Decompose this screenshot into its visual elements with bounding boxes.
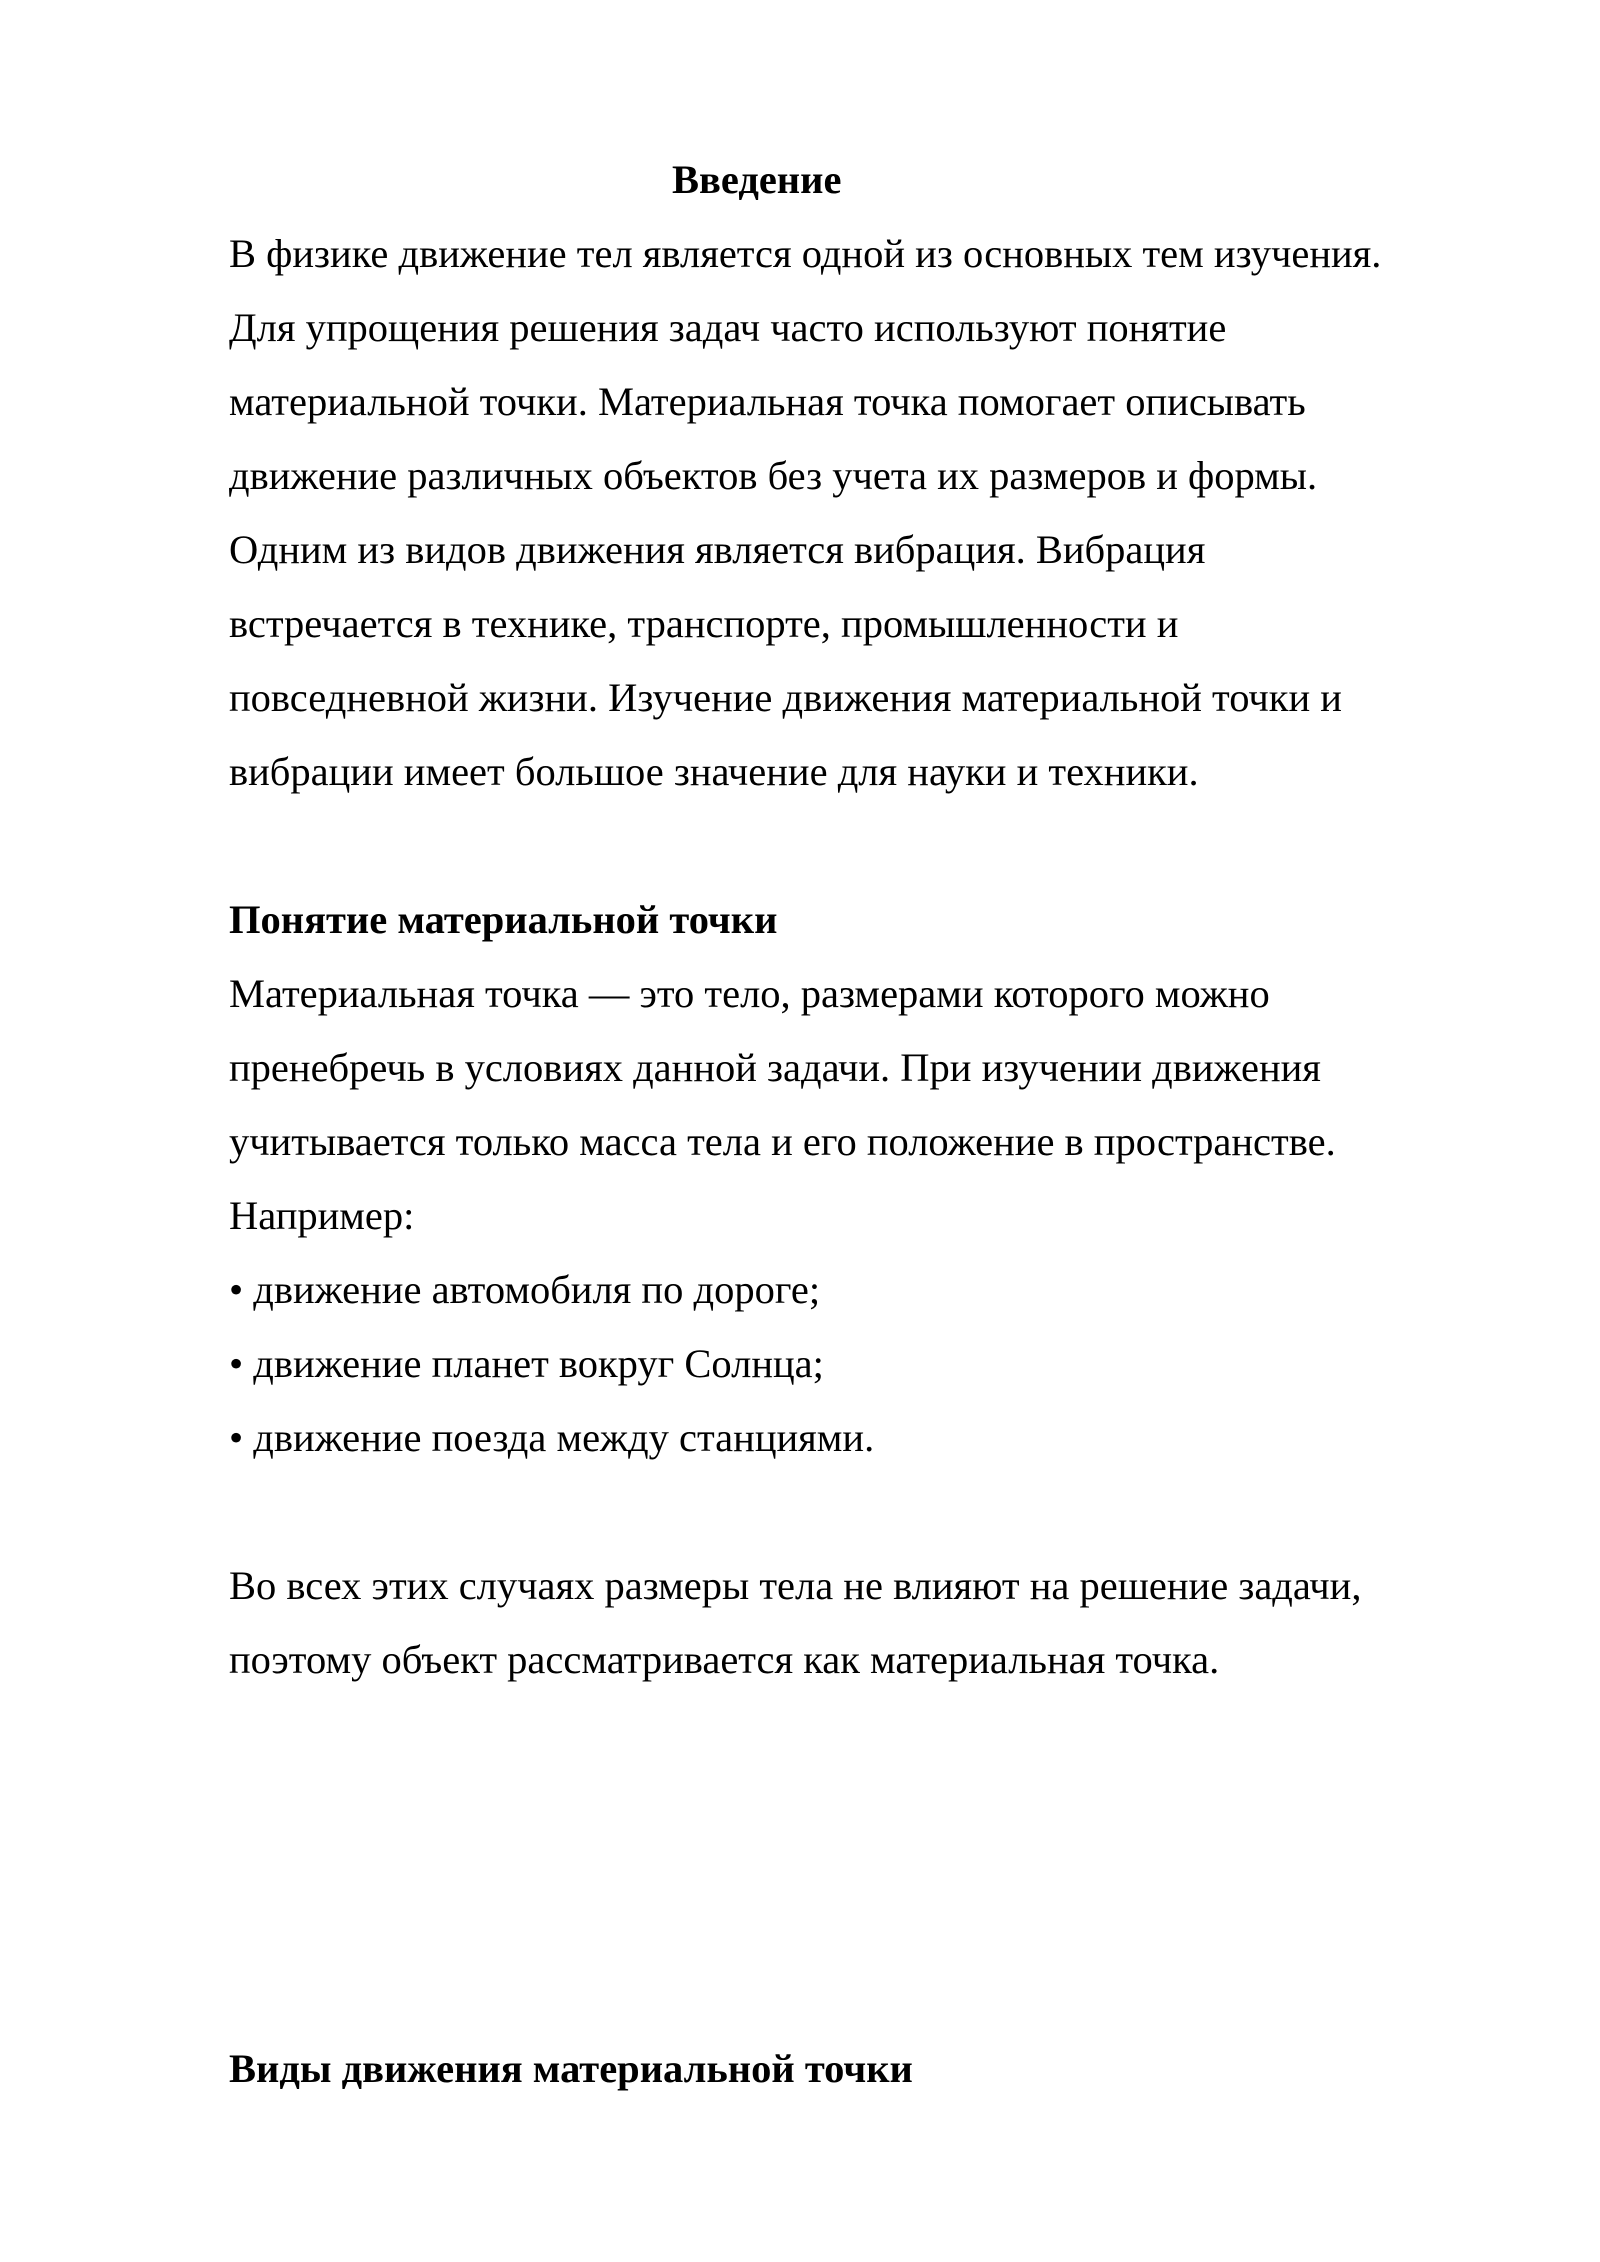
intro-line: движение различных объектов без учета их размеров и формы. <box>229 453 1318 498</box>
intro-line: В физике движение тел является одной из основных тем изучения. <box>229 231 1382 276</box>
concept-line: учитывается только масса тела и его положение в пространстве. <box>229 1119 1336 1164</box>
conclusion-line: поэтому объект рассматривается как материальная точка. <box>229 1637 1220 1682</box>
intro-line: встречается в технике, транспорте, промышленности и <box>229 601 1179 646</box>
intro-line: повседневной жизни. Изучение движения материальной точки и <box>229 675 1342 720</box>
concept-line: Материальная точка — это тело, размерами которого можно <box>229 971 1270 1016</box>
concept-heading: Понятие материальной точки <box>229 897 778 942</box>
conclusion-line: Во всех этих случаях размеры тела не влияют на решение задачи, <box>229 1563 1362 1608</box>
intro-title: Введение <box>672 157 842 202</box>
intro-line: Одним из видов движения является вибрация. Вибрация <box>229 527 1206 572</box>
bullet-item: • движение поезда между станциями. <box>229 1415 875 1460</box>
intro-line: Для упрощения решения задач часто используют понятие <box>229 305 1227 350</box>
concept-line: пренебречь в условиях данной задачи. При изучении движения <box>229 1045 1321 1090</box>
bullet-item: • движение планет вокруг Солнца; <box>229 1341 824 1386</box>
intro-line: вибрации имеет большое значение для науки и техники. <box>229 749 1199 794</box>
concept-line: Например: <box>229 1193 415 1238</box>
bullet-item: • движение автомобиля по дороге; <box>229 1267 821 1312</box>
intro-line: материальной точки. Материальная точка помогает описывать <box>229 379 1306 424</box>
types-heading: Виды движения материальной точки <box>229 2046 913 2091</box>
